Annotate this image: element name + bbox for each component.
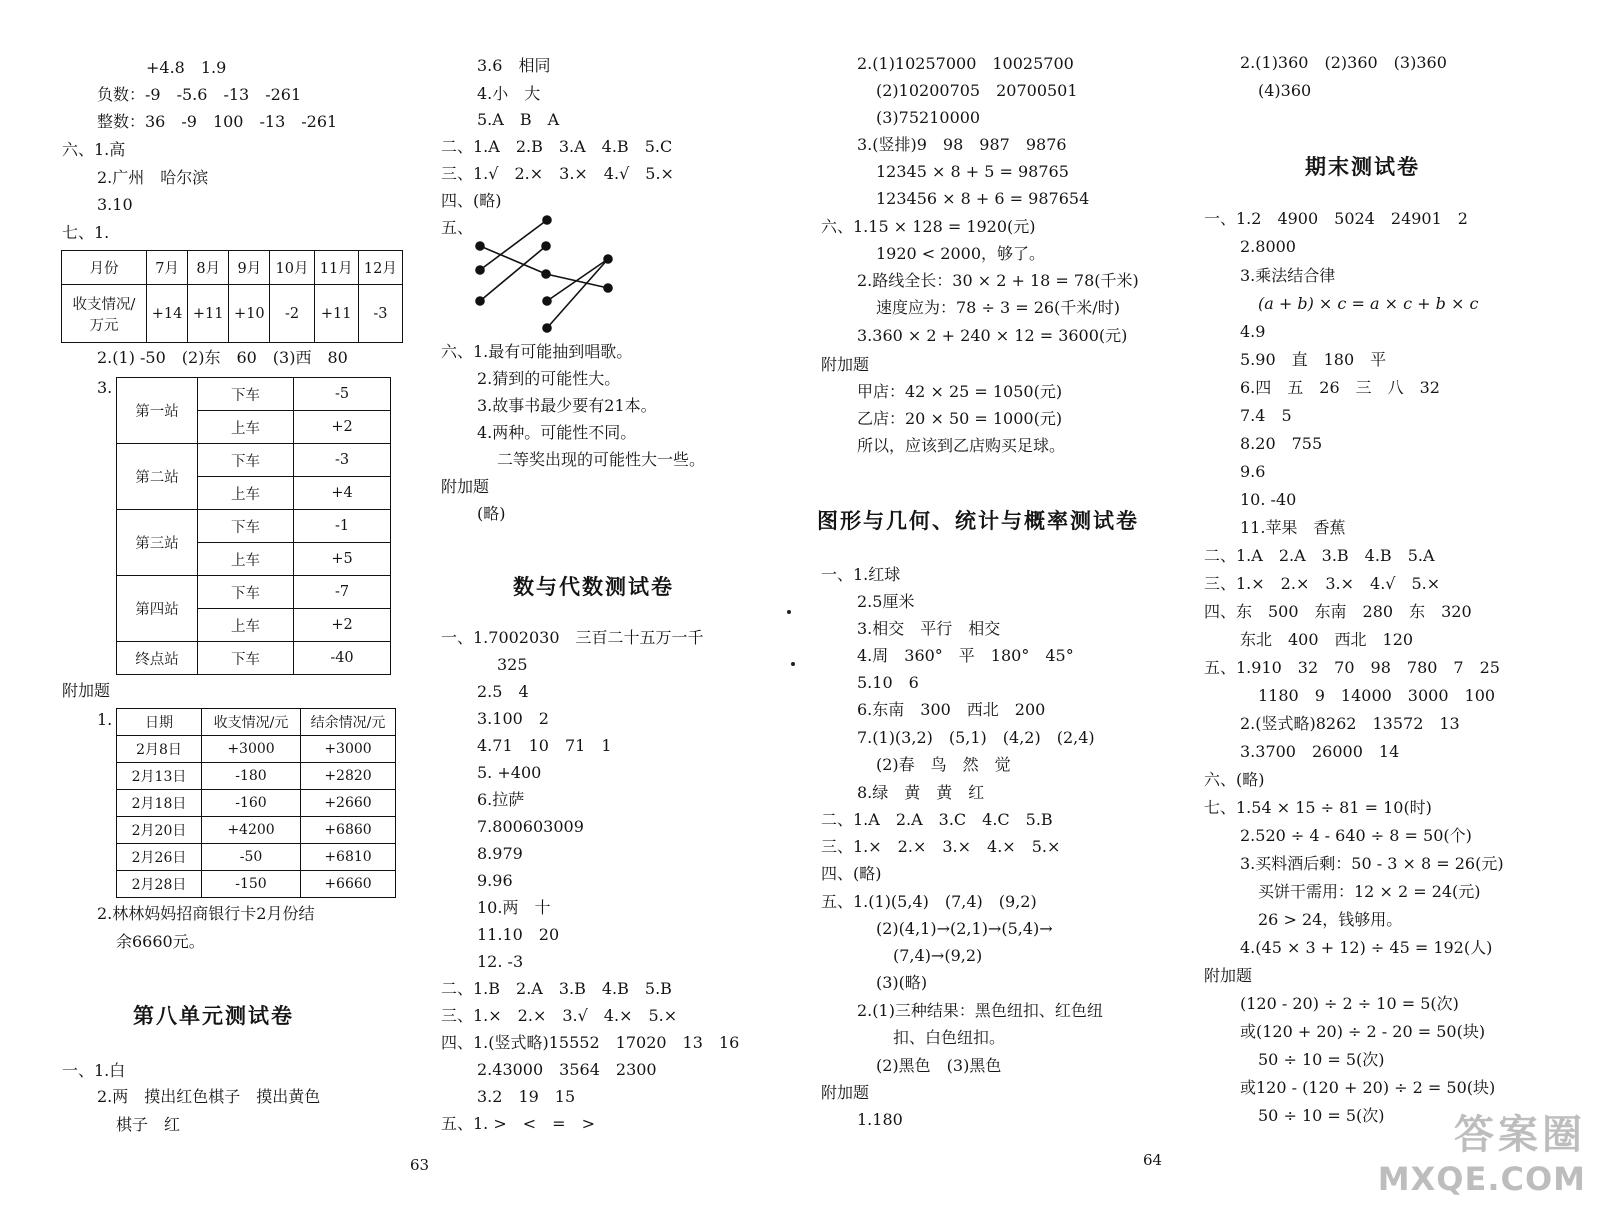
month-income-table (61, 250, 403, 343)
table-cell: -3 (294, 444, 391, 477)
c3-line: 所以，应该到乙店购买足球。 (857, 436, 1066, 455)
c4-line: 26 > 24，钱够用。 (1258, 910, 1403, 929)
table-cell: +2820 (301, 763, 396, 790)
c4-line: 50 ÷ 10 = 5(次) (1258, 1106, 1385, 1125)
c2-line: 9.96 (477, 871, 513, 890)
c3-line: 123456 × 8 + 6 = 987654 (876, 189, 1090, 208)
table-cell: -1 (294, 510, 391, 543)
c4-line: 七、1.54 × 15 ÷ 81 = 10(时) (1204, 798, 1432, 817)
c3-line: 乙店：20 × 50 = 1000(元) (857, 409, 1063, 428)
c4-line: 三、1.× 2.× 3.× 4.√ 5.× (1204, 574, 1441, 593)
section-title: 期末测试卷 (1305, 154, 1420, 179)
table-cell: 2月26日 (117, 844, 202, 871)
c2-line: 五、1. > < = > (441, 1114, 595, 1133)
table-cell: 上车 (198, 477, 294, 510)
c4-line: 4.9 (1240, 322, 1266, 341)
table-cell: +5 (294, 543, 391, 576)
c2-line: 3.故事书最少要有21本。 (477, 396, 657, 415)
c3-line: 五、1.(1)(5,4) (7,4) (9,2) (821, 892, 1037, 911)
c4-line: 7.4 5 (1240, 406, 1292, 425)
page-number: 64 (1143, 1151, 1163, 1169)
c4-line: 6.四 五 26 三 八 32 (1240, 378, 1440, 397)
c3-line: (7,4)→(9,2) (893, 946, 983, 965)
table-cell: 上车 (198, 543, 294, 576)
c2-line: 11.10 20 (477, 925, 560, 944)
c4-line: 2.8000 (1240, 237, 1296, 256)
table-cell: -50 (202, 844, 301, 871)
table-cell: +3000 (301, 736, 396, 763)
table-header: 结余情况/元 (301, 709, 396, 736)
table-cell: +6810 (301, 844, 396, 871)
table-cell: +11 (314, 285, 358, 343)
station-name: 第一站 (117, 378, 198, 444)
c3-line: 1920 < 2000，够了。 (876, 244, 1046, 263)
c3-line: 1.180 (857, 1110, 903, 1129)
table-cell: 下车 (198, 378, 294, 411)
table-cell: +4 (294, 477, 391, 510)
table-cell: 上车 (198, 411, 294, 444)
table-cell: -5 (294, 378, 391, 411)
table-cell: -3 (358, 285, 402, 343)
c4-line: 3.3700 26000 14 (1240, 742, 1400, 761)
c2-line: 四、(略) (441, 191, 502, 210)
c4-line: (a + b) × c = a × c + b × c (1258, 294, 1479, 313)
c2-line: 二等奖出现的可能性大一些。 (497, 450, 706, 469)
table-cell: -2 (270, 285, 314, 343)
c2-line: 四、1.(竖式略)15552 17020 13 16 (441, 1033, 740, 1052)
table-header: 收支情况/元 (202, 709, 301, 736)
table-header: 10月 (270, 251, 314, 285)
table-cell: -180 (202, 763, 301, 790)
c4-line: 5.90 直 180 平 (1240, 350, 1387, 369)
c4-line: 买饼干需用：12 × 2 = 24(元) (1258, 882, 1481, 901)
station-name: 第二站 (117, 444, 198, 510)
c4-line: 五、1.910 32 70 98 780 7 25 (1204, 658, 1500, 677)
c4-line: 1180 9 14000 3000 100 (1258, 686, 1496, 705)
c3-line: 7.(1)(3,2) (5,1) (4,2) (2,4) (857, 728, 1095, 747)
table-cell: 下车 (198, 576, 294, 609)
c2-line: 三、1.× 2.× 3.√ 4.× 5.× (441, 1006, 678, 1025)
c3-line: 2.路线全长：30 × 2 + 18 = 78(千米) (857, 271, 1139, 290)
table-cell: -160 (202, 790, 301, 817)
c4-line: (120 - 20) ÷ 2 ÷ 10 = 5(次) (1240, 994, 1459, 1013)
page-number: 63 (410, 1156, 430, 1174)
c2-line: 6.拉萨 (477, 790, 525, 809)
table-cell: 2月8日 (117, 736, 202, 763)
c1-line: 六、1.高 (62, 140, 126, 159)
c3-line: 速度应为：78 ÷ 3 = 26(千米/时) (876, 298, 1120, 317)
c4-line: 11.苹果 香蕉 (1240, 518, 1346, 537)
c4-line: 10. -40 (1240, 490, 1297, 509)
c2-line: 二、1.A 2.B 3.A 4.B 5.C (441, 137, 673, 156)
c4-line: 2.(1)360 (2)360 (3)360 (1240, 53, 1447, 72)
bank-balance-table (116, 708, 396, 898)
c3-line: 2.(1)三种结果：黑色纽扣、红色纽 (857, 1001, 1103, 1020)
c1-line: +4.8 1.9 (146, 58, 227, 77)
c2-line: 六、1.最有可能抽到唱歌。 (441, 342, 633, 361)
c2-line: 一、1.7002030 三百二十五万一千 (441, 628, 704, 647)
station-name: 终点站 (117, 642, 198, 675)
c3-line: 5.10 6 (857, 673, 919, 692)
c1-line: 七、1. (62, 223, 110, 242)
section-title: 图形与几何、统计与概率测试卷 (817, 508, 1139, 533)
table-cell: +14 (147, 285, 188, 343)
c1-line: 余6660元。 (116, 932, 205, 951)
watermark-url (1378, 1160, 1586, 1198)
c2-line: 三、1.√ 2.× 3.× 4.√ 5.× (441, 164, 674, 183)
c4-line: 50 ÷ 10 = 5(次) (1258, 1050, 1385, 1069)
table-cell: 下车 (198, 510, 294, 543)
table-cell: +4200 (202, 817, 301, 844)
c2-line: 3.100 2 (477, 709, 549, 728)
c3-line: (2)黑色 (3)黑色 (876, 1056, 1002, 1075)
c4-line: 四、东 500 东南 280 东 320 (1204, 602, 1472, 621)
c4-line: 2.(竖式略)8262 13572 13 (1240, 714, 1460, 733)
table-header: 12月 (358, 251, 402, 285)
table-cell: +2 (294, 411, 391, 444)
c2-line: 2.43000 3564 2300 (477, 1060, 657, 1079)
table-cell: 下车 (198, 642, 294, 675)
table-cell: +6860 (301, 817, 396, 844)
c3-line: 六、1.15 × 128 = 1920(元) (821, 217, 1036, 236)
c2-line: 8.979 (477, 844, 523, 863)
c1-line: 负数：-9 -5.6 -13 -261 (97, 85, 302, 104)
table-cell: +11 (188, 285, 229, 343)
c2-line: 7.800603009 (477, 817, 584, 836)
c2-line: 3.2 19 15 (477, 1087, 576, 1106)
c3-line: 3.相交 平行 相交 (857, 619, 1001, 638)
c3-line: (2)春 鸟 然 觉 (876, 755, 1011, 774)
c2-line: 4.71 10 71 1 (477, 736, 612, 755)
bonus-heading: 附加题 (1204, 966, 1253, 985)
c2-line: (略) (477, 504, 506, 523)
c2-line: 5.A B A (477, 110, 560, 129)
c2-line: 二、1.B 2.A 3.B 4.B 5.B (441, 979, 672, 998)
table-cell: 2月13日 (117, 763, 202, 790)
bonus-heading: 附加题 (821, 1083, 870, 1102)
c2-line: 12. -3 (477, 952, 524, 971)
c1-line: 2.(1) -50 (2)东 60 (3)西 80 (97, 348, 348, 367)
c4-line: 或120 - (120 + 20) ÷ 2 = 50(块) (1240, 1078, 1496, 1097)
c4-line: 东北 400 西北 120 (1240, 630, 1414, 649)
c1-line: 3.10 (97, 195, 133, 214)
table-cell: -150 (202, 871, 301, 898)
c4-line: 3.乘法结合律 (1240, 266, 1336, 285)
table-cell: -40 (294, 642, 391, 675)
c1-line: 3. (97, 378, 113, 397)
table-header: 7月 (147, 251, 188, 285)
table-cell: +3000 (202, 736, 301, 763)
c1-line: 棋子 红 (116, 1115, 181, 1134)
c3-line: 3.(竖排)9 98 987 9876 (857, 135, 1067, 154)
table-header: 日期 (117, 709, 202, 736)
stray-dot (791, 662, 795, 666)
c3-line: 一、1.红球 (821, 565, 901, 584)
c3-line: 8.绿 黄 黄 红 (857, 783, 985, 802)
c2-line: 3.6 相同 (477, 56, 551, 75)
c3-line: (2)10200705 20700501 (876, 81, 1078, 100)
c3-line: 二、1.A 2.A 3.C 4.C 5.B (821, 810, 1053, 829)
section-title: 数与代数测试卷 (513, 574, 674, 599)
c3-line: 四、(略) (821, 864, 882, 883)
c4-line: 9.6 (1240, 462, 1266, 481)
table-cell: 2月20日 (117, 817, 202, 844)
c3-line: 2.5厘米 (857, 592, 915, 611)
c1-line: 一、1.白 (62, 1061, 126, 1080)
c2-line: 4.小 大 (477, 84, 541, 103)
c2-line: 五、 (441, 218, 474, 237)
c3-line: 扣、白色纽扣。 (893, 1028, 1006, 1047)
c2-line: 10.两 十 (477, 898, 551, 917)
c3-line: 三、1.× 2.× 3.× 4.× 5.× (821, 837, 1061, 856)
watermark (1454, 1103, 1586, 1160)
c3-line: 6.东南 300 西北 200 (857, 700, 1046, 719)
c1-line: 2.林林妈妈招商银行卡2月份结 (97, 904, 315, 923)
matching-lines-diagram (470, 212, 620, 337)
table-cell: +6660 (301, 871, 396, 898)
table-cell: 下车 (198, 444, 294, 477)
table-cell: 上车 (198, 609, 294, 642)
c2-line: 2.猜到的可能性大。 (477, 369, 621, 388)
c2-line: 5. +400 (477, 763, 542, 782)
bonus-heading: 附加题 (821, 355, 870, 374)
table-header: 9月 (229, 251, 270, 285)
table-cell: +2 (294, 609, 391, 642)
watermark-logo-text: 答案圈 (1454, 1112, 1586, 1158)
c3-line: 2.(1)10257000 10025700 (857, 54, 1074, 73)
c1-line: 1. (97, 710, 113, 729)
c2-line: 2.5 4 (477, 682, 529, 701)
table-cell: +10 (229, 285, 270, 343)
c4-line: 4.(45 × 3 + 12) ÷ 45 = 192(人) (1240, 938, 1493, 957)
c4-line: 2.520 ÷ 4 - 640 ÷ 8 = 50(个) (1240, 826, 1472, 845)
table-header: 月份 (62, 251, 147, 285)
table-cell: +2660 (301, 790, 396, 817)
station-name: 第三站 (117, 510, 198, 576)
c3-line: 3.360 × 2 + 240 × 12 = 3600(元) (857, 326, 1128, 345)
c4-line: 3.买料酒后剩：50 - 3 × 8 = 26(元) (1240, 854, 1504, 873)
c1-line: 2.两 摸出红色棋子 摸出黄色 (97, 1087, 321, 1106)
c4-line: 一、1.2 4900 5024 24901 2 (1204, 209, 1468, 228)
c3-line: 甲店：42 × 25 = 1050(元) (857, 382, 1063, 401)
c1-line: 整数：36 -9 100 -13 -261 (97, 112, 338, 131)
c2-line: 4.两种。可能性不同。 (477, 423, 637, 442)
table-cell: -7 (294, 576, 391, 609)
c1-line: 2.广州 哈尔滨 (97, 168, 209, 187)
table-header: 8月 (188, 251, 229, 285)
table-header: 11月 (314, 251, 358, 285)
stray-dot (787, 610, 791, 614)
c3-line: 12345 × 8 + 5 = 98765 (876, 162, 1069, 181)
c3-line: (2)(4,1)→(2,1)→(5,4)→ (876, 919, 1053, 938)
c4-line: 8.20 755 (1240, 434, 1323, 453)
c4-line: (4)360 (1258, 81, 1312, 100)
c3-line: 4.周 360° 平 180° 45° (857, 646, 1074, 665)
c2-line: 325 (497, 655, 528, 674)
station-name: 第四站 (117, 576, 198, 642)
c4-line: 二、1.A 2.A 3.B 4.B 5.A (1204, 546, 1435, 565)
c4-line: 六、(略) (1204, 770, 1265, 789)
table-cell: 2月28日 (117, 871, 202, 898)
bus-station-table (116, 377, 391, 675)
c3-line: (3)75210000 (876, 108, 981, 127)
bonus-heading: 附加题 (62, 681, 111, 700)
c3-line: (3)(略) (876, 973, 928, 992)
bonus-heading: 附加题 (441, 477, 490, 496)
section-title: 第八单元测试卷 (133, 1003, 294, 1028)
table-row-label: 收支情况/ 万元 (62, 285, 147, 343)
watermark-url-text: MXQE.COM (1377, 1160, 1586, 1198)
c4-line: 或(120 + 20) ÷ 2 - 20 = 50(块) (1240, 1022, 1486, 1041)
table-cell: 2月18日 (117, 790, 202, 817)
